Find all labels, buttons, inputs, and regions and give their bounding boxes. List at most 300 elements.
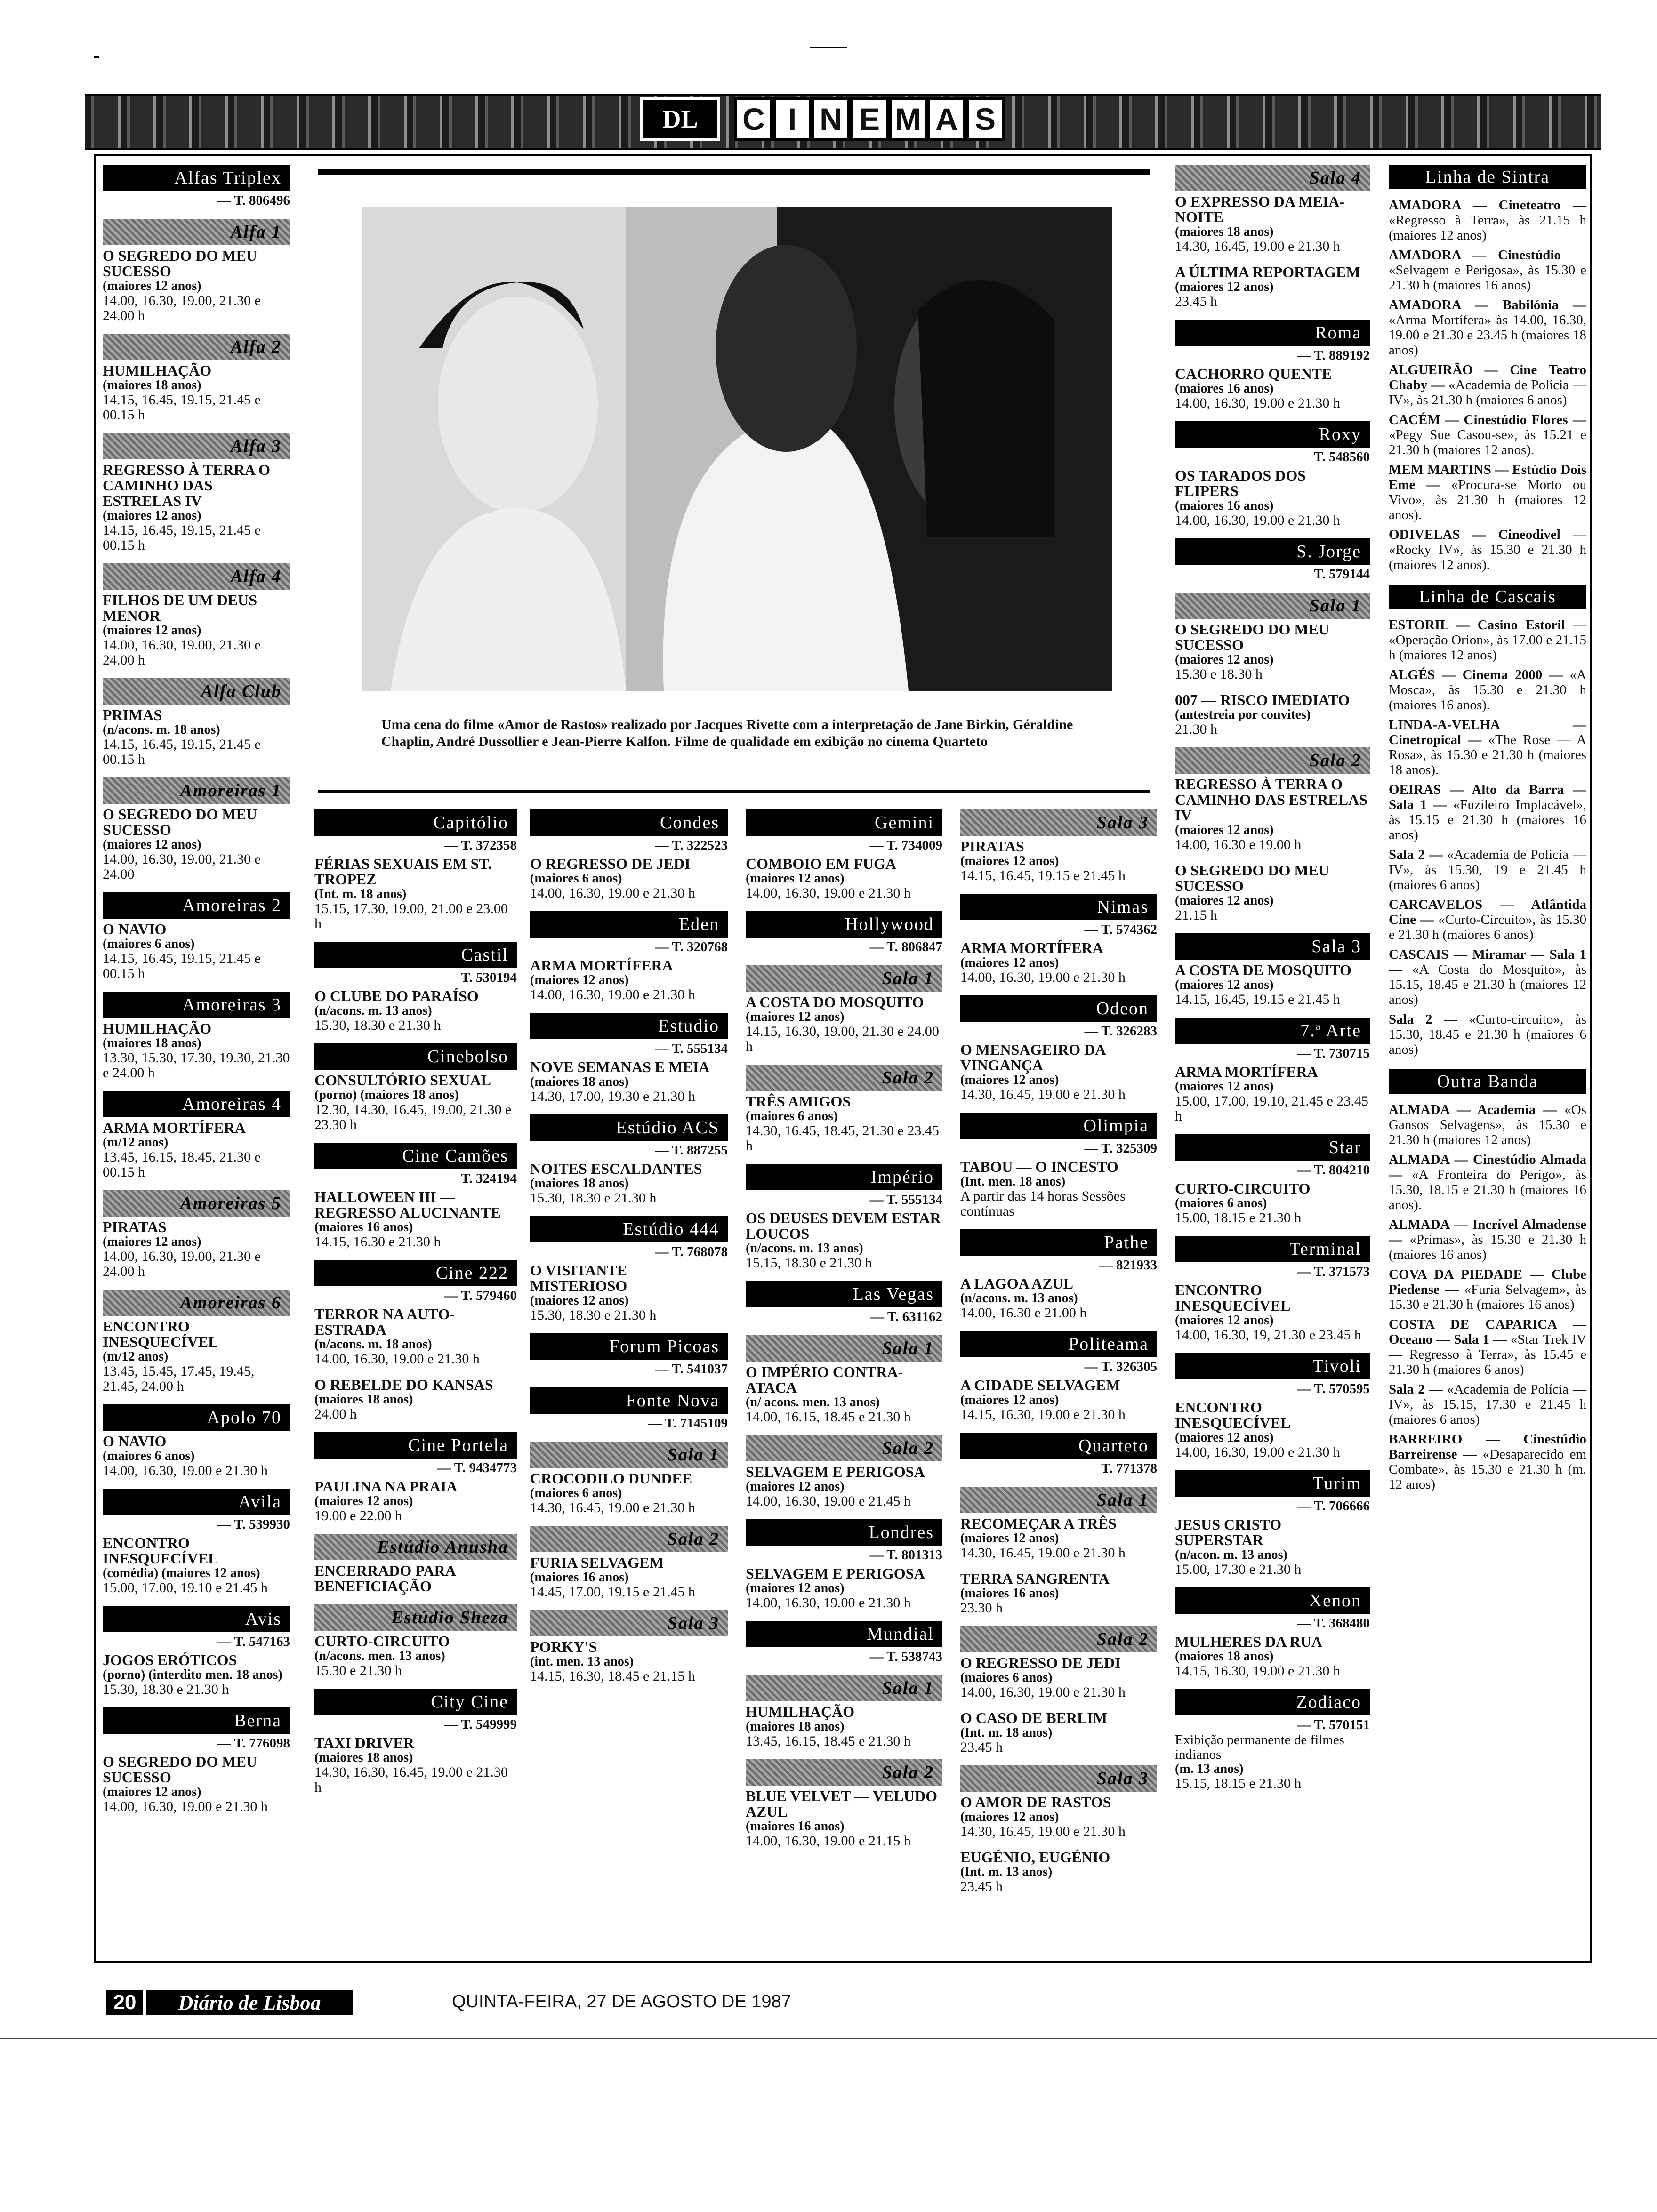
- cinema-name-gemini: Gemini: [746, 809, 942, 836]
- cinema-listing: [746, 1435, 942, 1509]
- cinema-listing: [103, 563, 290, 668]
- cinema-name-avila: Avila: [103, 1489, 290, 1515]
- showtimes: 14.30, 16.30, 16.45, 19.00 e 21.30 h: [314, 1764, 508, 1795]
- age-rating: (maiores 12 anos): [1175, 280, 1274, 294]
- cinema-name-cine-camoes: Cine Camões: [314, 1143, 517, 1169]
- cinema-listing: [103, 334, 290, 423]
- age-rating: (n/acons. men. 13 anos): [314, 1649, 445, 1663]
- phone-number: — T. 806847: [869, 939, 942, 954]
- venue-name: ALMADA — Incrível Almadense —: [1389, 1217, 1586, 1247]
- cinema-name-sala-2: Sala 2: [1175, 747, 1370, 774]
- cinema-listing: [103, 1091, 290, 1180]
- film-title: CACHORRO QUENTE: [1175, 365, 1332, 382]
- cinema-listing: [1175, 320, 1370, 411]
- showtimes: 14.30, 17.00, 19.30 e 21.30 h: [530, 1089, 695, 1104]
- cinema-name-amoreiras-4: Amoreiras 4: [103, 1091, 290, 1117]
- showtimes: 14.15, 16.45, 19.15 e 21.45 h: [1175, 992, 1340, 1007]
- regional-entry: [1389, 1102, 1586, 1147]
- age-rating: (maiores 18 anos): [530, 1074, 629, 1089]
- showtimes: 23.45 h: [960, 1739, 1003, 1755]
- regional-entry: [1389, 1217, 1586, 1262]
- showtimes: 14.00, 16.30, 19.00 e 21.15 h: [746, 1833, 911, 1849]
- venue-name: CASCAIS — Miramar — Sala 1 —: [1389, 947, 1586, 977]
- cinema-listing: [960, 1571, 1157, 1616]
- age-rating: (m/12 anos): [103, 1135, 169, 1150]
- cinema-listing: [1175, 1236, 1370, 1343]
- cinema-name-alfa-4: Alfa 4: [103, 563, 290, 590]
- film-title: REGRESSO À TERRA O CAMINHO DAS ESTRELAS IV: [103, 461, 270, 509]
- film-still-photo: [362, 207, 1112, 691]
- cinema-name-las-vegas: Las Vegas: [746, 1281, 942, 1307]
- film-title: JESUS CRISTO SUPERSTAR: [1175, 1516, 1282, 1548]
- age-rating: (maiores 16 anos): [530, 1570, 629, 1585]
- film-title: CROCODILO DUNDEE: [530, 1470, 692, 1487]
- showtimes: 14.00, 16.30, 19.00 e 21.30 h: [1175, 1444, 1340, 1460]
- cinema-listing: [103, 678, 290, 767]
- cinema-name-capitolio: Capitólio: [314, 809, 517, 836]
- venue-name: BARREIRO — Cinestúdio Barreirense —: [1389, 1432, 1586, 1462]
- cinema-name-sala-1: Sala 1: [960, 1487, 1157, 1513]
- cinema-listing: [103, 992, 290, 1081]
- cinema-name-sala-2: Sala 2: [746, 1759, 942, 1786]
- phone-number: — T. 889192: [1297, 348, 1370, 363]
- age-rating: (maiores 12 anos): [960, 1810, 1059, 1824]
- age-rating: (maiores 16 anos): [746, 1819, 845, 1834]
- phone-number: — T. 320768: [655, 939, 728, 954]
- age-rating: (maiores 12 anos): [103, 1785, 201, 1799]
- venue-program: «Fuzileiro Implacável», às 15.15 e 21.30 h (maiores 16 anos): [1389, 797, 1587, 842]
- cinema-name-apolo-70: Apolo 70: [103, 1404, 290, 1431]
- cinema-listing: [103, 1190, 290, 1279]
- showtimes: 14.00, 16.30, 19, 21.30 e 23.45 h: [1175, 1327, 1361, 1343]
- film-title: O AMOR DE RASTOS: [960, 1794, 1111, 1811]
- cinema-name-imperio: Império: [746, 1164, 942, 1190]
- column-4: [746, 809, 942, 1859]
- cinema-listing: [103, 892, 290, 981]
- venue-name: OEIRAS — Alto da Barra — Sala 1 —: [1389, 782, 1586, 812]
- film-title: TABOU — O INCESTO: [960, 1158, 1118, 1175]
- cinema-name-odeon: Odeon: [960, 995, 1157, 1022]
- cinema-name-sala-1: Sala 1: [746, 965, 942, 992]
- showtimes: 23.30 h: [960, 1600, 1003, 1616]
- age-rating: (maiores 18 anos): [103, 378, 201, 393]
- showtimes: 14.00, 16.30, 19.00 e 21.30 h: [746, 1595, 911, 1611]
- cinema-listing: [530, 1333, 728, 1377]
- showtimes: 14.00, 16.30, 19.00, 21.30 e 24.00 h: [103, 1249, 261, 1279]
- cinema-listing: [960, 1850, 1157, 1894]
- film-title: ENCONTRO INESQUECÍVEL: [1175, 1399, 1291, 1431]
- age-rating: (maiores 12 anos): [960, 1393, 1059, 1407]
- age-rating: (maiores 18 anos): [530, 1176, 629, 1191]
- column-6: [1175, 165, 1370, 1802]
- showtimes: 14.30, 16.45, 19.00 e 21.30 h: [960, 1545, 1126, 1561]
- cinema-listing: [746, 809, 942, 901]
- film-title: O SEGREDO DO MEU SUCESSO: [1175, 862, 1330, 894]
- regional-entry: [1389, 1317, 1586, 1377]
- age-rating: (maiores 16 anos): [960, 1586, 1059, 1601]
- film-title: A LAGOA AZUL: [960, 1275, 1074, 1292]
- film-title: ENCONTRO INESQUECÍVEL: [103, 1318, 218, 1350]
- phone-number: — T. 325309: [1084, 1141, 1157, 1156]
- venue-program: «Primas», às 15.30 e 21.30 h (maiores 16 anos): [1389, 1232, 1586, 1262]
- cinema-listing: [960, 1433, 1157, 1476]
- cinema-name-alfa-2: Alfa 2: [103, 334, 290, 360]
- age-rating: (maiores 6 anos): [1175, 1196, 1267, 1210]
- film-title: RECOMEÇAR A TRÊS: [960, 1515, 1117, 1532]
- film-title: HALLOWEEN III — REGRESSO ALUCINANTE: [314, 1188, 501, 1221]
- showtimes: 13.30, 15.30, 17.30, 19.30, 21.30 e 24.00 h: [103, 1050, 290, 1081]
- film-title: O NAVIO: [103, 1433, 167, 1450]
- showtimes: 14.00, 16.30 e 21.00 h: [960, 1305, 1087, 1321]
- film-title: O REBELDE DO KANSAS: [314, 1376, 493, 1393]
- showtimes: 14.15, 16.45, 19.15, 21.45 e 00.15 h: [103, 522, 261, 553]
- age-rating: (m/12 anos): [103, 1349, 169, 1364]
- venue-name: COVA DA PIEDADE — Clube Piedense —: [1389, 1267, 1586, 1297]
- cinema-listing: [314, 1432, 517, 1523]
- cinema-name-estudio-acs: Estúdio ACS: [530, 1114, 728, 1141]
- showtimes: 13.45, 16.15, 18.45 e 21.30 h: [746, 1733, 911, 1749]
- cinema-name-sala-3: Sala 3: [960, 1765, 1157, 1792]
- cinema-listing: [103, 1404, 290, 1478]
- cinema-name-berna: Berna: [103, 1707, 290, 1734]
- cinema-listing: [960, 894, 1157, 985]
- film-title: EUGÉNIO, EUGÉNIO: [960, 1849, 1110, 1866]
- film-title: PAULINA NA PRAIA: [314, 1478, 458, 1495]
- showtimes: 14.00, 16.30, 19.00, 21.30 e 24.00 h: [103, 293, 261, 323]
- venue-name: ODIVELAS — Cineodivel: [1389, 527, 1560, 542]
- age-rating: (maiores 12 anos): [1175, 823, 1274, 837]
- venue-program: «The Rose — A Rosa», às 15.30 e 21.30 h (maiores 18 anos).: [1389, 732, 1586, 777]
- age-rating: (n/acon. m. 13 anos): [1175, 1547, 1287, 1562]
- film-title: O CLUBE DO PARAÍSO: [314, 987, 479, 1004]
- phone-number: — T. 555134: [869, 1192, 942, 1207]
- regional-entry: [1389, 897, 1586, 942]
- phone-number: T. 324194: [461, 1171, 517, 1186]
- regional-entry: [1389, 782, 1586, 842]
- cinema-name-eden: Eden: [530, 911, 728, 938]
- cinema-listing: [314, 1689, 517, 1795]
- film-title: FURIA SELVAGEM: [530, 1554, 664, 1571]
- film-title: O REGRESSO DE JEDI: [960, 1654, 1121, 1671]
- showtimes: 14.15, 16.45, 19.15 e 21.45 h: [960, 868, 1126, 883]
- phone-number: — T. 326305: [1084, 1359, 1157, 1374]
- film-title: MULHERES DA RUA: [1175, 1633, 1322, 1650]
- showtimes: 14.00, 16.30, 19.00 e 21.30 h: [530, 987, 695, 1002]
- cinema-name-sala-3: Sala 3: [1175, 933, 1370, 960]
- cinema-name-sala-1: Sala 1: [530, 1442, 728, 1468]
- venue-program: «Star Trek IV — Regresso à Terra», às 15.45 e 21.30 h (maiores 6 anos): [1389, 1332, 1587, 1377]
- cinema-listing: [530, 809, 728, 901]
- film-title: PIRATAS: [103, 1218, 167, 1235]
- cinema-name-cine-222: Cine 222: [314, 1260, 517, 1286]
- regional-entry: [1389, 947, 1586, 1007]
- showtimes: 15.30, 18.30 e 21.30 h: [530, 1190, 657, 1206]
- phone-number: — T. 9434773: [437, 1460, 517, 1475]
- film-title: O SEGREDO DO MEU SUCESSO: [103, 806, 257, 838]
- showtimes: 21.30 h: [1175, 721, 1217, 737]
- cinema-name-sala-4: Sala 4: [1175, 165, 1370, 191]
- cinema-name-7-arte: 7.ª Arte: [1175, 1018, 1370, 1044]
- cinema-listing: [746, 1519, 942, 1611]
- venue-name: ALMADA — Cinestúdio Almada —: [1389, 1152, 1586, 1182]
- age-rating: (antestreia por convites): [1175, 707, 1311, 722]
- dl-logo: DL: [640, 97, 720, 141]
- cinema-name-sala-1: Sala 1: [1175, 593, 1370, 619]
- age-rating: (maiores 12 anos): [1175, 893, 1274, 908]
- film-title: A COSTA DO MOSQUITO: [746, 994, 924, 1010]
- region-header-linha-de-sintra: Linha de Sintra: [1389, 165, 1586, 189]
- film-title: O IMPÉRIO CONTRA-ATACA: [746, 1363, 903, 1396]
- age-rating: (porno) (maiores 18 anos): [314, 1088, 459, 1102]
- age-rating: (maiores 12 anos): [1175, 652, 1274, 667]
- region-header-linha-de-cascais: Linha de Cascais: [1389, 585, 1586, 609]
- phone-number: — T. 549999: [444, 1717, 517, 1732]
- film-title: 007 — RISCO IMEDIATO: [1175, 691, 1350, 708]
- age-rating: (n/acons. m. 13 anos): [314, 1003, 432, 1018]
- regional-entry: [1389, 198, 1586, 243]
- cinema-listing: [103, 219, 290, 323]
- age-rating: (maiores 18 anos): [1175, 1649, 1274, 1664]
- cinema-listing: [1175, 1353, 1370, 1460]
- cinema-name-londres: Londres: [746, 1519, 942, 1546]
- venue-name: CACÉM — Cinestúdio Flores —: [1389, 412, 1586, 427]
- regional-entry: [1389, 1152, 1586, 1212]
- film-title: ENCERRADO PARA BENEFICIAÇÃO: [314, 1562, 455, 1595]
- cinema-listing: [103, 433, 290, 553]
- regional-entry: [1389, 1012, 1586, 1057]
- phone-number: — T. 631162: [870, 1309, 942, 1324]
- film-title: A ÚLTIMA REPORTAGEM: [1175, 264, 1360, 281]
- cinema-listing: [530, 1442, 728, 1515]
- film-title: ARMA MORTÍFERA: [530, 957, 673, 974]
- age-rating: (maiores 12 anos): [103, 837, 201, 852]
- phone-number: — T. 768078: [655, 1244, 728, 1259]
- showtimes: 14.30, 16.45, 19.00 e 21.30 h: [530, 1500, 695, 1515]
- showtimes: 13.45, 16.15, 18.45, 21.30 e 00.15 h: [103, 1149, 261, 1180]
- film-title: OS TARADOS DOS FLIPERS: [1175, 467, 1306, 499]
- phone-number: — T. 538743: [869, 1649, 942, 1664]
- regional-entry: [1389, 1267, 1586, 1312]
- showtimes: 14.30, 16.45, 19.00 e 21.30 h: [960, 1824, 1126, 1839]
- age-rating: (int. men. 13 anos): [530, 1654, 634, 1669]
- cinema-name-avis: Avis: [103, 1606, 290, 1632]
- showtimes: 15.30, 18.30 e 21.30 h: [103, 1682, 229, 1697]
- showtimes: 14.00, 16.30 e 19.00 h: [1175, 837, 1302, 852]
- cinema-listing: [746, 1281, 942, 1325]
- age-rating: (maiores 12 anos): [960, 854, 1059, 868]
- film-title: O CASO DE BERLIM: [960, 1709, 1108, 1726]
- cinema-listing: [1175, 538, 1370, 582]
- phone-number: — T. 801313: [869, 1547, 942, 1563]
- print-speck: [94, 56, 99, 58]
- cinema-listing: [103, 1489, 290, 1595]
- film-title: CURTO-CIRCUITO: [1175, 1180, 1311, 1197]
- cinema-listing: [103, 1707, 290, 1814]
- cinema-listing: [530, 1387, 728, 1431]
- phone-number: — T. 776098: [217, 1736, 290, 1751]
- cinema-name-amoreiras-1: Amoreiras 1: [103, 777, 290, 804]
- phone-number: — T. 706666: [1297, 1499, 1370, 1514]
- venue-program: «Pegy Sue Casou-se», às 15.21 e 21.30 h (maiores 12 anos).: [1389, 427, 1586, 457]
- cinema-name-alfa-club: Alfa Club: [103, 678, 290, 705]
- cinema-name-estudio-anusha: Estúdio Anusha: [314, 1534, 517, 1560]
- cinema-name-sala-3: Sala 3: [960, 809, 1157, 836]
- showtimes: 14.30, 16.45, 19.00 e 21.30 h: [960, 1087, 1126, 1102]
- caption-rule: [318, 790, 1150, 793]
- phone-number: — T. 371573: [1297, 1264, 1370, 1279]
- age-rating: (maiores 16 anos): [314, 1220, 413, 1234]
- cinema-listing: [960, 1710, 1157, 1755]
- cinema-name-estudio: Estudio: [530, 1013, 728, 1039]
- cinema-listing: [960, 1626, 1157, 1700]
- film-title: O VISITANTE MISTERIOSO: [530, 1262, 627, 1294]
- photo-caption: Uma cena do filme «Amor de Rastos» realizado por Jacques Rivette com a interpretação de Jane Birkin, Géraldine Chaplin, André Dussollier e Jean-Pierre Kalfon. Filme de qualidade em exibição no cinema Quarteto: [381, 717, 1073, 749]
- cinema-listing: [314, 809, 517, 931]
- age-rating: (maiores 12 anos): [1175, 978, 1274, 992]
- venue-program: «Curto-Circuito», às 15.30 e 21.30 h (maiores 6 anos): [1389, 912, 1587, 942]
- cinema-listing: [1175, 1587, 1370, 1679]
- cinema-name-castil: Castil: [314, 942, 517, 968]
- cinema-name-amoreiras-5: Amoreiras 5: [103, 1190, 290, 1217]
- cinema-listing: [960, 1487, 1157, 1561]
- cinema-name-zodiaco: Zodiaco: [1175, 1689, 1370, 1715]
- age-rating: (maiores 12 anos): [960, 1531, 1059, 1546]
- age-rating: (maiores 12 anos): [1175, 1313, 1274, 1328]
- regional-entry: [1389, 412, 1586, 457]
- venue-program: «A Costa do Mosquito», às 15.15, 18.45 e 21.30 h (maiores 12 anos): [1389, 962, 1586, 1007]
- cinema-name-tivoli: Tivoli: [1175, 1353, 1370, 1379]
- showtimes: 14.00, 16.30, 19.00 e 21.30 h: [960, 970, 1126, 985]
- cinema-name-xenon: Xenon: [1175, 1587, 1370, 1614]
- cinema-listing: [746, 1065, 942, 1154]
- film-title: TERROR NA AUTO-ESTRADA: [314, 1306, 455, 1338]
- cinema-listing: [314, 1377, 517, 1422]
- cinema-listing: [1175, 1470, 1370, 1577]
- venue-name: Sala 2 —: [1389, 1382, 1443, 1397]
- cinema-listing: [103, 777, 290, 882]
- phone-number: T. 548560: [1314, 449, 1370, 465]
- venue-name: AMADORA — Cineteatro: [1389, 198, 1561, 213]
- cinema-name-sala-2: Sala 2: [960, 1626, 1157, 1652]
- film-title: JOGOS ERÓTICOS: [103, 1651, 237, 1668]
- regional-entry: [1389, 527, 1586, 572]
- cinema-name-mundial: Mundial: [746, 1621, 942, 1647]
- cinema-name-olimpia: Olimpia: [960, 1113, 1157, 1139]
- cinema-name-estudio-444: Estúdio 444: [530, 1216, 728, 1242]
- venue-name: Sala 2 —: [1389, 847, 1443, 862]
- cinema-listing: [746, 1621, 942, 1665]
- cinema-listing: [1175, 421, 1370, 528]
- cinema-listing: [103, 1606, 290, 1697]
- cinema-listing: [1175, 264, 1370, 309]
- age-rating: (n/acons. m. 18 anos): [103, 722, 220, 737]
- venue-program: — «Selvagem e Perigosa», às 15.30 e 21.30 h (maiores 16 anos): [1389, 248, 1586, 293]
- showtimes: 15.15, 18.15 e 21.30 h: [1175, 1776, 1302, 1791]
- showtimes: 23.45 h: [960, 1879, 1003, 1894]
- cinema-listing: [746, 1335, 942, 1425]
- film-title: ENCONTRO INESQUECÍVEL: [1175, 1282, 1291, 1314]
- venue-program: «Os Gansos Selvagens», às 15.30 e 21.30 h (maiores 12 anos): [1389, 1102, 1586, 1147]
- film-title: BLUE VELVET — VELUDO AZUL: [746, 1787, 937, 1820]
- showtimes: 14.15, 16.30, 18.45 e 21.15 h: [530, 1668, 695, 1684]
- showtimes: 15.00, 18.15 e 21.30 h: [1175, 1210, 1302, 1226]
- region-header-outra-banda: Outra Banda: [1389, 1069, 1586, 1094]
- showtimes: 14.00, 16.30, 19.00 e 21.30 h: [746, 885, 911, 901]
- venue-name: Sala 2 —: [1389, 1012, 1457, 1027]
- cinema-name-sala-2: Sala 2: [746, 1435, 942, 1461]
- phone-number: T. 579144: [1314, 567, 1370, 582]
- showtimes: 14.00, 16.30, 19.00 e 21.30 h: [530, 885, 695, 901]
- cinema-listing: [530, 1216, 728, 1323]
- film-title: O NAVIO: [103, 921, 167, 938]
- film-title: PORKY'S: [530, 1638, 597, 1655]
- cinema-listing: [314, 1604, 517, 1678]
- section-title: [640, 97, 1005, 141]
- film-title: ARMA MORTÍFERA: [960, 939, 1103, 956]
- film-title: A COSTA DE MOSQUITO: [1175, 962, 1351, 978]
- film-title: O REGRESSO DE JEDI: [530, 855, 691, 872]
- cinema-listing: [1175, 1018, 1370, 1124]
- film-title: NOVE SEMANAS E MEIA: [530, 1058, 710, 1075]
- showtimes: 15.30 e 21.30 h: [314, 1663, 402, 1678]
- showtimes: 14.15, 16.30, 19.00, 21.30 e 24.00 h: [746, 1024, 939, 1054]
- venue-name: ALGÉS — Cinema 2000 —: [1389, 667, 1563, 682]
- cinema-listing: [530, 911, 728, 1002]
- venue-name: MEM MARTINS — Estúdio Dois Eme —: [1389, 462, 1586, 492]
- age-rating: (maiores 18 anos): [314, 1750, 413, 1765]
- venue-program: «Academia de Polícia — IV», às 15.30, 19 e 21.45 h (maiores 6 anos): [1389, 847, 1587, 892]
- age-rating: (n/acons. m. 13 anos): [960, 1291, 1078, 1306]
- title-letter: M: [889, 97, 927, 141]
- cinema-listing: [314, 942, 517, 1033]
- cinema-listing: [746, 1164, 942, 1271]
- venue-name: ALGUEIRÃO — Cine Teatro Chaby —: [1389, 362, 1586, 393]
- venue-program: — «Regresso à Terra», às 21.15 h (maiores 12 anos): [1389, 198, 1587, 243]
- cinema-listing: [960, 1229, 1157, 1321]
- cinema-name-amoreiras-6: Amoreiras 6: [103, 1290, 290, 1316]
- film-title: OS DEUSES DEVEM ESTAR LOUCOS: [746, 1210, 941, 1242]
- film-title: O EXPRESSO DA MEIA-NOITE: [1175, 193, 1345, 225]
- venue-program: «Curto-circuito», às 15.30, 18.45 e 21.30 h (maiores 6 anos): [1389, 1012, 1587, 1057]
- cinema-listing: [103, 165, 290, 208]
- column-1: [103, 165, 290, 1825]
- showtimes: 14.15, 16.45, 19.15, 21.45 e 00.15 h: [103, 392, 261, 423]
- film-title: HUMILHAÇÃO: [103, 362, 212, 379]
- phone-number: — T. 372358: [444, 838, 517, 853]
- film-title: CONSULTÓRIO SEXUAL: [314, 1072, 491, 1089]
- age-rating: (maiores 18 anos): [1175, 224, 1274, 239]
- age-rating: (maiores 12 anos): [746, 871, 845, 886]
- cinema-listing: [314, 1534, 517, 1594]
- age-rating: (porno) (interdito men. 18 anos): [103, 1667, 282, 1682]
- showtimes: 14.15, 16.30, 19.00 e 21.30 h: [1175, 1663, 1340, 1679]
- cinema-listing: [1175, 692, 1370, 737]
- age-rating: (comédia) (maiores 12 anos): [103, 1566, 260, 1580]
- venue-name: LINDA-A-VELHA — Cinetropical —: [1389, 717, 1586, 747]
- film-title: TRÊS AMIGOS: [746, 1093, 851, 1110]
- cinema-name-sala-2: Sala 2: [746, 1065, 942, 1091]
- phone-number: — T. 570595: [1297, 1381, 1370, 1396]
- showtimes: 15.00, 17.00, 19.10 e 21.45 h: [103, 1580, 268, 1595]
- showtimes: 14.00, 16.30, 19.00 e 21.30 h: [314, 1351, 480, 1367]
- print-speck: [810, 47, 847, 48]
- age-rating: (n/acons. m. 18 anos): [314, 1337, 432, 1352]
- title-letter: S: [966, 97, 1005, 141]
- cinema-name-sala-1: Sala 1: [746, 1675, 942, 1701]
- page-footer: [94, 1985, 1591, 2023]
- showtimes: 15.30 e 18.30 h: [1175, 666, 1263, 682]
- regional-listings: [1389, 165, 1586, 1497]
